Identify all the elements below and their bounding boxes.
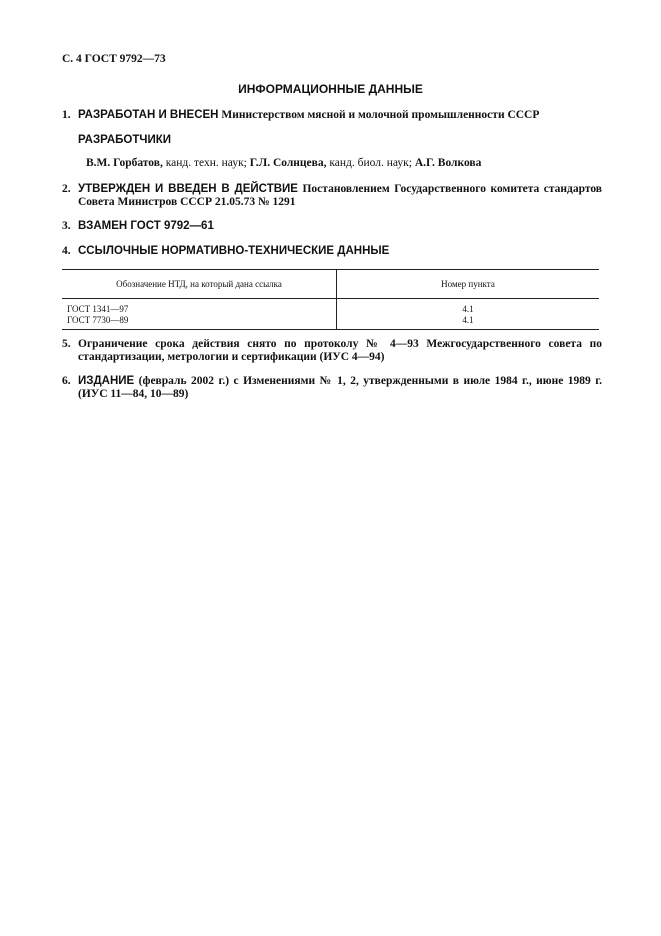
item-text: Министерством мясной и молочной промышленности СССР [218,109,540,121]
developer-name: А.Г. Волкова [414,157,482,169]
item-lead: ИЗДАНИЕ [78,375,135,387]
table-row [62,299,599,316]
item-lead: УТВЕРЖДЕН И ВВЕДЕН В ДЕЙСТВИЕ [78,183,298,195]
item-lead: РАЗРАБОТАН И ВНЕСЕН [78,109,219,121]
page-header: С. 4 ГОСТ 9792—73 [62,53,166,65]
developer-degree: канд. биол. наук; [326,157,415,169]
item-lead: ВЗАМЕН ГОСТ 9792—61 [78,220,214,232]
item-developed-by [62,109,602,122]
developer-name: Г.Л. Солнцева, [249,157,327,169]
reference-table [62,269,599,330]
column-header-clause: Номер пункта [337,270,600,299]
developers-heading: РАЗРАБОТЧИКИ [78,134,171,146]
item-text: (февраль 2002 г.) с Изменениями № 1, 2, утвержденными в июле 1984 г., июне 1989 г. (ИУС 11—84, 10—89) [78,375,602,400]
item-references [62,245,602,258]
developer-name: В.М. Горбатов, [86,157,163,169]
item-edition [62,375,602,401]
item-text: Постановлением Государственного комитета стандартов Совета Министров СССР 21.05.73 № 1291 [78,183,603,208]
item-number: 1. [62,109,71,121]
table-header-row [62,270,599,299]
table-cell-document: ГОСТ 1341—97 [62,299,337,316]
developer-degree: канд. техн. наук; [162,157,250,169]
table-row [62,315,599,330]
item-number: 3. [62,220,71,232]
item-replaces [62,220,602,233]
item-number: 4. [62,245,71,257]
column-header-document: Обозначение НТД, на который дана ссылка [62,270,337,299]
item-lead: ССЫЛОЧНЫЕ НОРМАТИВНО-ТЕХНИЧЕСКИЕ ДАННЫЕ [78,245,390,257]
section-title: ИНФОРМАЦИОННЫЕ ДАННЫЕ [238,82,423,96]
table-cell-document: ГОСТ 7730—89 [62,315,337,330]
item-number: 2. [62,183,71,195]
item-validity [62,338,602,364]
table-cell-clause: 4.1 [337,315,600,330]
item-approved [62,183,602,209]
developers-list [86,157,481,169]
item-number: 5. [62,338,71,350]
table-cell-clause: 4.1 [462,304,474,314]
item-text: Ограничение срока действия снято по протоколу № 4—93 Межгосударственного совета по стандартизации, метрологии и сертификации (ИУС 4—94) [78,338,602,363]
item-number: 6. [62,375,71,387]
